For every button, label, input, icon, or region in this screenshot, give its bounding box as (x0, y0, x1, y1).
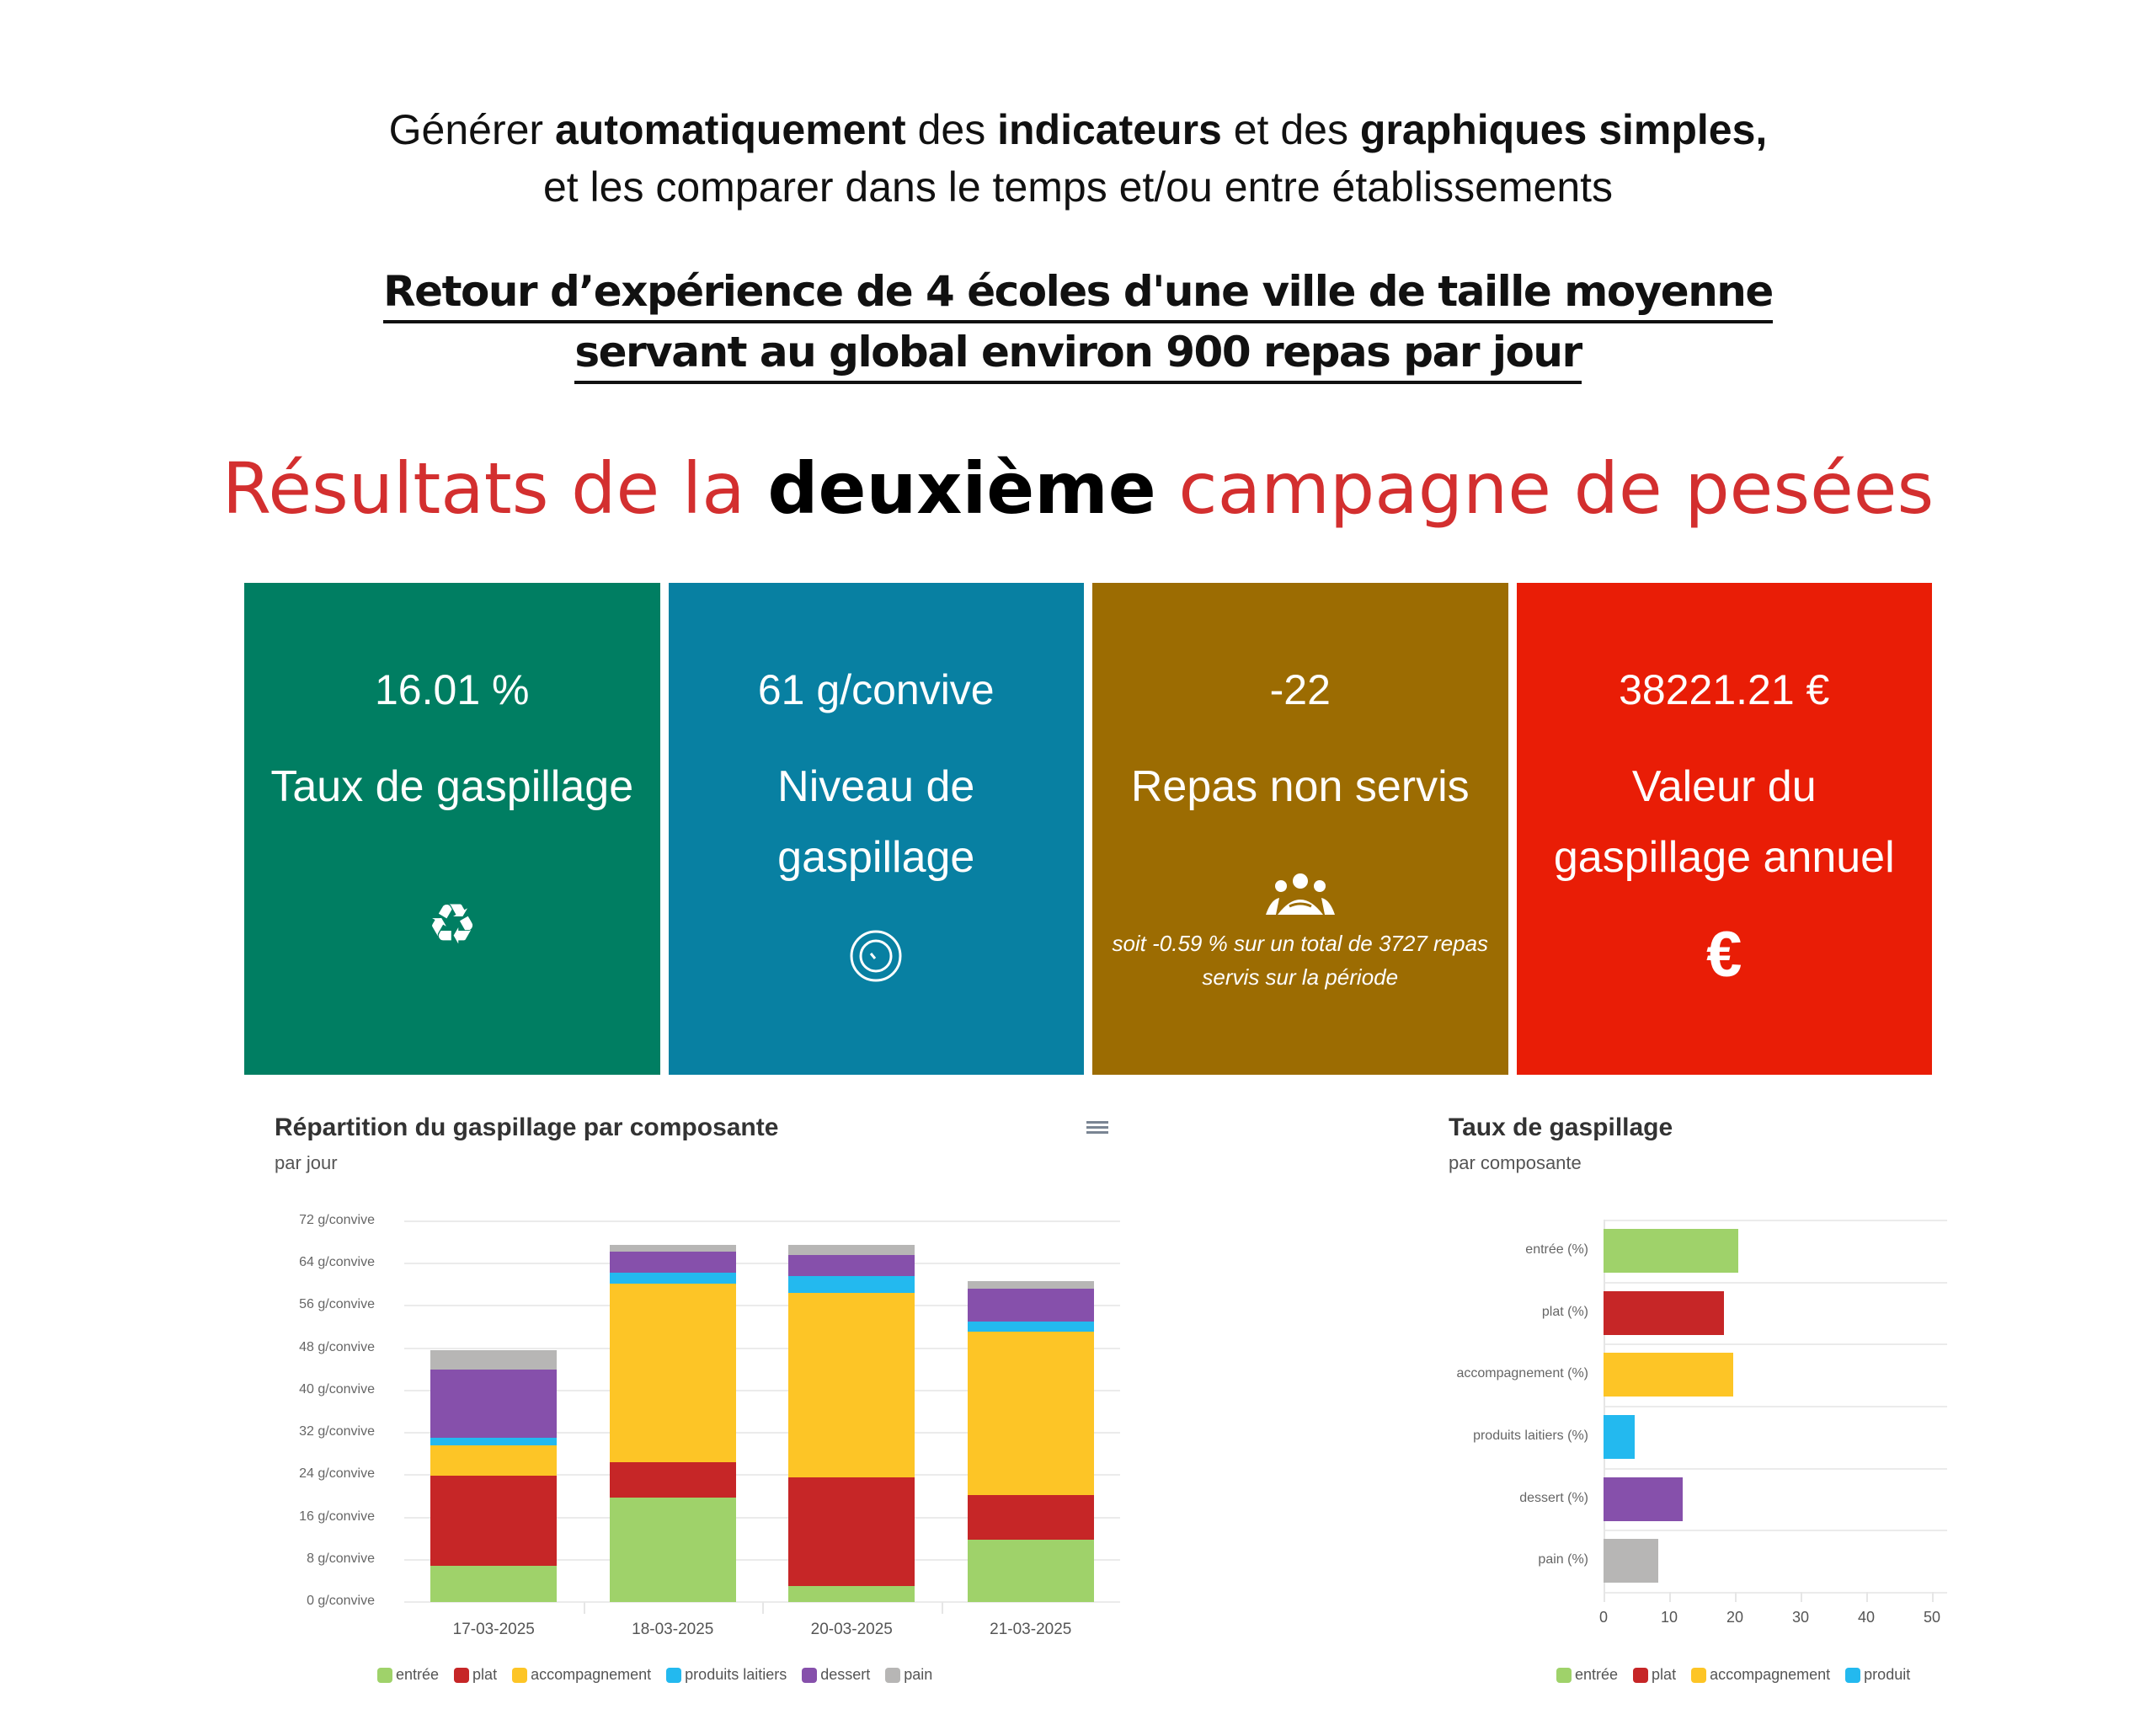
kpi-label: Taux de gaspillage (270, 762, 634, 811)
legend-item[interactable] (512, 1666, 651, 1684)
legend-label: produits laitiers (685, 1666, 787, 1683)
legend-label: pain (904, 1666, 933, 1683)
bar (1604, 1477, 1683, 1521)
headline-line-2: servant au global environ 900 repas par jour (574, 323, 1581, 384)
legend-swatch (512, 1668, 527, 1683)
bar-segment (610, 1462, 736, 1498)
chart-subtitle: par jour (275, 1152, 338, 1173)
legend-label: accompagnement (531, 1666, 652, 1683)
x-tick-mark (1604, 1592, 1605, 1602)
kpi-card-valeur (1517, 583, 1933, 1075)
legend-swatch (1691, 1668, 1706, 1683)
legend-item[interactable] (377, 1666, 439, 1684)
x-tick-mark (762, 1602, 764, 1614)
legend-item[interactable] (1845, 1666, 1910, 1684)
chart-legend (1556, 1666, 1957, 1684)
headline (0, 263, 2156, 384)
bar-segment (430, 1438, 557, 1445)
y-tick-label: 48 g/convive (299, 1339, 375, 1354)
kpi-value: -22 (1269, 666, 1331, 713)
kpi-label: Repas non servis (1130, 762, 1470, 811)
bar-segment (788, 1245, 915, 1254)
gridline (404, 1220, 1120, 1222)
intro-segment: des (905, 106, 998, 153)
legend-item[interactable] (802, 1666, 870, 1684)
kpi-label: Niveau de gaspillage (777, 762, 975, 882)
bar-segment (430, 1370, 557, 1439)
x-tick-mark (1735, 1592, 1737, 1602)
y-tick-label: 8 g/convive (307, 1551, 375, 1566)
y-tick-label: 56 g/convive (299, 1297, 375, 1312)
legend-swatch (1633, 1668, 1648, 1683)
y-category-label: pain (%) (1538, 1552, 1588, 1567)
bar-segment (968, 1332, 1094, 1494)
legend-item[interactable] (1633, 1666, 1676, 1684)
kpi-value: 38221.21 € (1619, 666, 1830, 713)
bar-segment (968, 1322, 1094, 1332)
legend-label: plat (1652, 1666, 1677, 1683)
legend-item[interactable] (454, 1666, 497, 1684)
legend-item[interactable] (885, 1666, 932, 1684)
y-category-label: entrée (%) (1525, 1242, 1588, 1257)
x-tick-label: 20 (1726, 1609, 1744, 1626)
bar-segment (968, 1281, 1094, 1289)
legend-label: entrée (1575, 1666, 1619, 1683)
legend-item[interactable] (666, 1666, 787, 1684)
kpi-value: 16.01 % (375, 666, 530, 713)
x-tick-label: 20-03-2025 (810, 1621, 893, 1638)
x-tick-label: 30 (1791, 1609, 1810, 1626)
bar (1604, 1229, 1738, 1273)
bar-segment (788, 1477, 915, 1586)
menu-icon[interactable] (1086, 1119, 1108, 1136)
results-title-emphasis: deuxième (767, 447, 1156, 530)
x-tick-label: 18-03-2025 (632, 1621, 714, 1638)
kpi-row (244, 583, 1932, 1075)
stacked-bar-chart (253, 1095, 1145, 1701)
y-tick-label: 72 g/convive (299, 1213, 375, 1227)
chart-legend (377, 1666, 941, 1684)
chart-title: Répartition du gaspillage par composante (275, 1114, 779, 1141)
bar-segment (430, 1566, 557, 1602)
intro-segment: et des (1221, 106, 1360, 153)
results-title (0, 446, 2156, 531)
horizontal-bar-chart (1432, 1095, 1971, 1701)
x-tick-label: 40 (1857, 1609, 1876, 1626)
chart-title: Taux de gaspillage (1449, 1114, 1673, 1141)
bar (1604, 1539, 1658, 1583)
chart-subtitle: par composante (1449, 1152, 1582, 1173)
x-tick-mark (584, 1602, 585, 1614)
intro-segment: indicateurs (997, 106, 1222, 153)
euro-icon: € (1706, 919, 1742, 991)
y-tick-label: 16 g/convive (299, 1509, 375, 1524)
intro-segment: graphiques simples, (1359, 106, 1768, 153)
gridline (404, 1263, 1120, 1264)
results-title-part1: Résultats de la (221, 447, 768, 530)
gridline (1604, 1468, 1947, 1470)
recycle-icon (422, 893, 483, 958)
kpi-note: soit -0.59 % sur un total de 3727 repas servis sur la période (1112, 931, 1489, 990)
y-tick-label: 24 g/convive (299, 1466, 375, 1482)
y-tick-label: 64 g/convive (299, 1255, 375, 1270)
y-tick-label: 40 g/convive (299, 1381, 375, 1397)
bar-segment (610, 1252, 736, 1273)
kpi-label: Valeur du gaspillage annuel (1553, 762, 1895, 882)
bar-segment (788, 1276, 915, 1294)
legend-label: produit (1864, 1666, 1911, 1683)
legend-label: dessert (820, 1666, 871, 1683)
legend-swatch (802, 1668, 817, 1683)
intro-line-1 (0, 101, 2156, 158)
x-tick-label: 21-03-2025 (990, 1621, 1072, 1638)
x-tick-mark (942, 1602, 943, 1614)
users-icon (1262, 869, 1338, 921)
intro-segment: Générer (388, 106, 555, 153)
gridline (1604, 1406, 1947, 1407)
y-tick-label: 0 g/convive (307, 1594, 375, 1608)
x-tick-mark (1932, 1592, 1934, 1602)
y-category-label: produits laitiers (%) (1473, 1428, 1588, 1443)
y-tick-label: 32 g/convive (299, 1424, 375, 1439)
x-tick-label: 17-03-2025 (452, 1621, 535, 1638)
gridline (1604, 1530, 1947, 1531)
legend-swatch (1845, 1668, 1860, 1683)
bar-segment (968, 1289, 1094, 1322)
plate-icon (848, 928, 904, 988)
legend-label: plat (472, 1666, 498, 1683)
kpi-card-repas (1092, 583, 1508, 1075)
bar-segment (430, 1476, 557, 1566)
kpi-card-taux (244, 583, 660, 1075)
bar-segment (430, 1350, 557, 1370)
legend-swatch (666, 1668, 681, 1683)
legend-label: entrée (396, 1666, 440, 1683)
bar-segment (788, 1586, 915, 1602)
intro-segment: automatiquement (554, 106, 906, 153)
headline-line-1: Retour d’expérience de 4 écoles d'une ville de taille moyenne (383, 263, 1773, 323)
bar-segment (430, 1445, 557, 1476)
bar-segment (610, 1498, 736, 1602)
x-tick-mark (1669, 1592, 1671, 1602)
intro-text (0, 101, 2156, 216)
bar-segment (788, 1255, 915, 1276)
gridline (1604, 1592, 1947, 1594)
svg-text:♻: ♻ (427, 893, 478, 953)
gridline (1604, 1343, 1947, 1345)
x-tick-label: 10 (1660, 1609, 1678, 1626)
legend-item[interactable] (1556, 1666, 1618, 1684)
results-title-part3: campagne de pesées (1155, 447, 1935, 530)
legend-label: accompagnement (1710, 1666, 1831, 1683)
legend-item[interactable] (1691, 1666, 1830, 1684)
y-category-label: dessert (%) (1519, 1490, 1588, 1505)
y-category-label: plat (%) (1541, 1304, 1588, 1319)
bar (1604, 1415, 1635, 1459)
bar-segment (788, 1293, 915, 1477)
bar-segment (610, 1245, 736, 1252)
kpi-card-niveau (669, 583, 1085, 1075)
bar-segment (968, 1495, 1094, 1540)
bar-segment (610, 1284, 736, 1462)
gridline (1604, 1220, 1947, 1221)
legend-swatch (1556, 1668, 1572, 1683)
gridline (1604, 1282, 1947, 1284)
x-tick-mark (1866, 1592, 1868, 1602)
intro-line-2: et les comparer dans le temps et/ou entre établissements (542, 163, 1614, 211)
legend-swatch (885, 1668, 900, 1683)
bar (1604, 1353, 1733, 1397)
bar (1604, 1291, 1724, 1335)
legend-swatch (377, 1668, 392, 1683)
x-tick-label: 50 (1923, 1609, 1941, 1626)
x-tick-label: 0 (1598, 1609, 1608, 1626)
legend-swatch (454, 1668, 469, 1683)
kpi-value: 61 g/convive (757, 666, 995, 713)
bar-segment (968, 1540, 1094, 1602)
bar-segment (610, 1273, 736, 1284)
y-category-label: accompagnement (%) (1456, 1366, 1588, 1381)
x-tick-mark (1801, 1592, 1802, 1602)
